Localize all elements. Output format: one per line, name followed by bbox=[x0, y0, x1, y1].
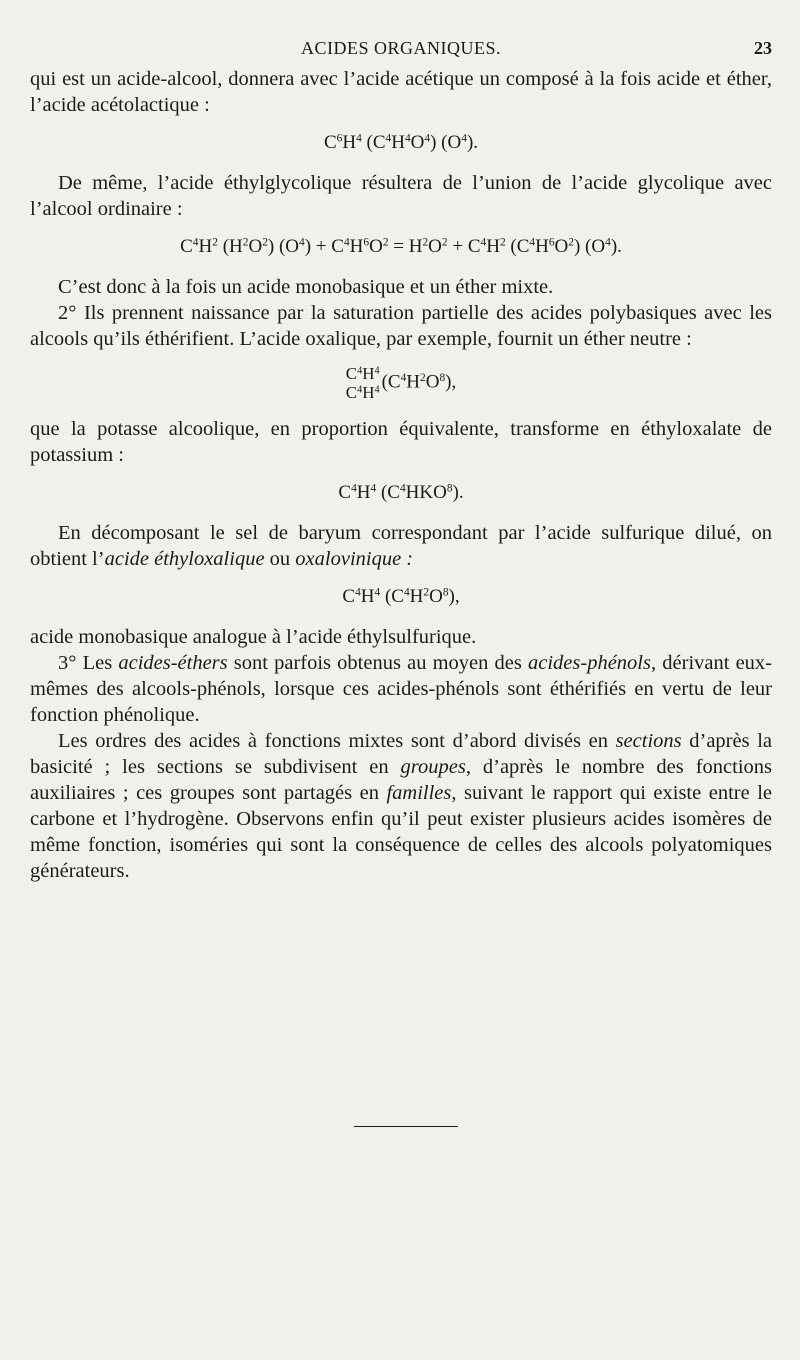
closing-rule bbox=[354, 1126, 458, 1127]
page-number: 23 bbox=[754, 38, 772, 58]
formula-stack: $C^4H^4$ $C^4H^4$ bbox=[345, 364, 380, 402]
paragraph-6: En décomposant le sel de baryum correspondant par l’acide sulfurique dilué, on obtient l’acide éthyloxalique ou oxalovinique : bbox=[30, 522, 772, 570]
formula-ethylglycolic-reaction: $C^4H^2$ $(H^2O^2) (O^4) + C^4H^6O^2 = H^2O^2 + C^4H^2$ $(C^4H^6O^2)$ $(O^4)$. bbox=[180, 236, 622, 257]
paragraph-1: qui est un acide-alcool, donnera avec l’acide acétique un composé à la fois acide et éther, l’acide acétolactique : bbox=[30, 68, 772, 116]
paragraph-9: Les ordres des acides à fonctions mixtes sont d’abord divisés en sections d’après la basicité ; les sections se subdivisent en groupes, d’après le nombre des fonctions auxiliaires ; ces groupes sont partagés en familles, suivant le rapport qui existe entre le carbone et l’hydrogène. Observons enfin qu’il peut exister plusieurs acides isomères de même fonction, isoméries qui sont la conséquence de celles des alcools polyatomiques générateurs. bbox=[30, 730, 773, 882]
paragraph-3: C’est donc à la fois un acide monobasique et un éther mixte. bbox=[58, 276, 554, 298]
paragraph-8: 3° Les acides-éthers sont parfois obtenus au moyen des acides-phénols, dérivant eux-mêmes des alcools-phénols, lorsque ces acides-phénols sont éthérifiés en vertu de leur fonction phénolique. bbox=[30, 652, 773, 726]
formula-ethyloxalate-potassium: $C^4H^4$ $(C^4HKO^8)$. bbox=[338, 482, 464, 503]
running-title: ACIDES ORGANIQUES. bbox=[300, 38, 501, 58]
paragraph-7: acide monobasique analogue à l’acide éthylsulfurique. bbox=[30, 626, 477, 648]
page-header bbox=[30, 38, 772, 62]
formula-ethyloxalic-acid: $C^4H^4$ $(C^4H^2O^8)$, bbox=[342, 586, 460, 607]
paragraph-2: De même, l’acide éthylglycolique résultera de l’union de l’acide glycolique avec l’alcool ordinaire : bbox=[30, 172, 772, 220]
formula-acetolactic-acid: $C^6H^4$ $(C^4H^4O^4)$ $(O^4)$. bbox=[323, 132, 479, 153]
formula-ethyl-oxalate: $C^4H^4$ $C^4H^4$ $(C^4H^2O^8)$, bbox=[345, 364, 457, 402]
paragraph-5: que la potasse alcoolique, en proportion équivalente, transforme en éthyloxalate de potassium : bbox=[30, 418, 772, 466]
paragraph-4: 2° Ils prennent naissance par la saturation partielle des acides polybasiques avec les alcools qu’ils éthérifient. L’acide oxalique, par exemple, fournit un éther neutre : bbox=[30, 302, 772, 350]
body-text bbox=[30, 66, 772, 884]
